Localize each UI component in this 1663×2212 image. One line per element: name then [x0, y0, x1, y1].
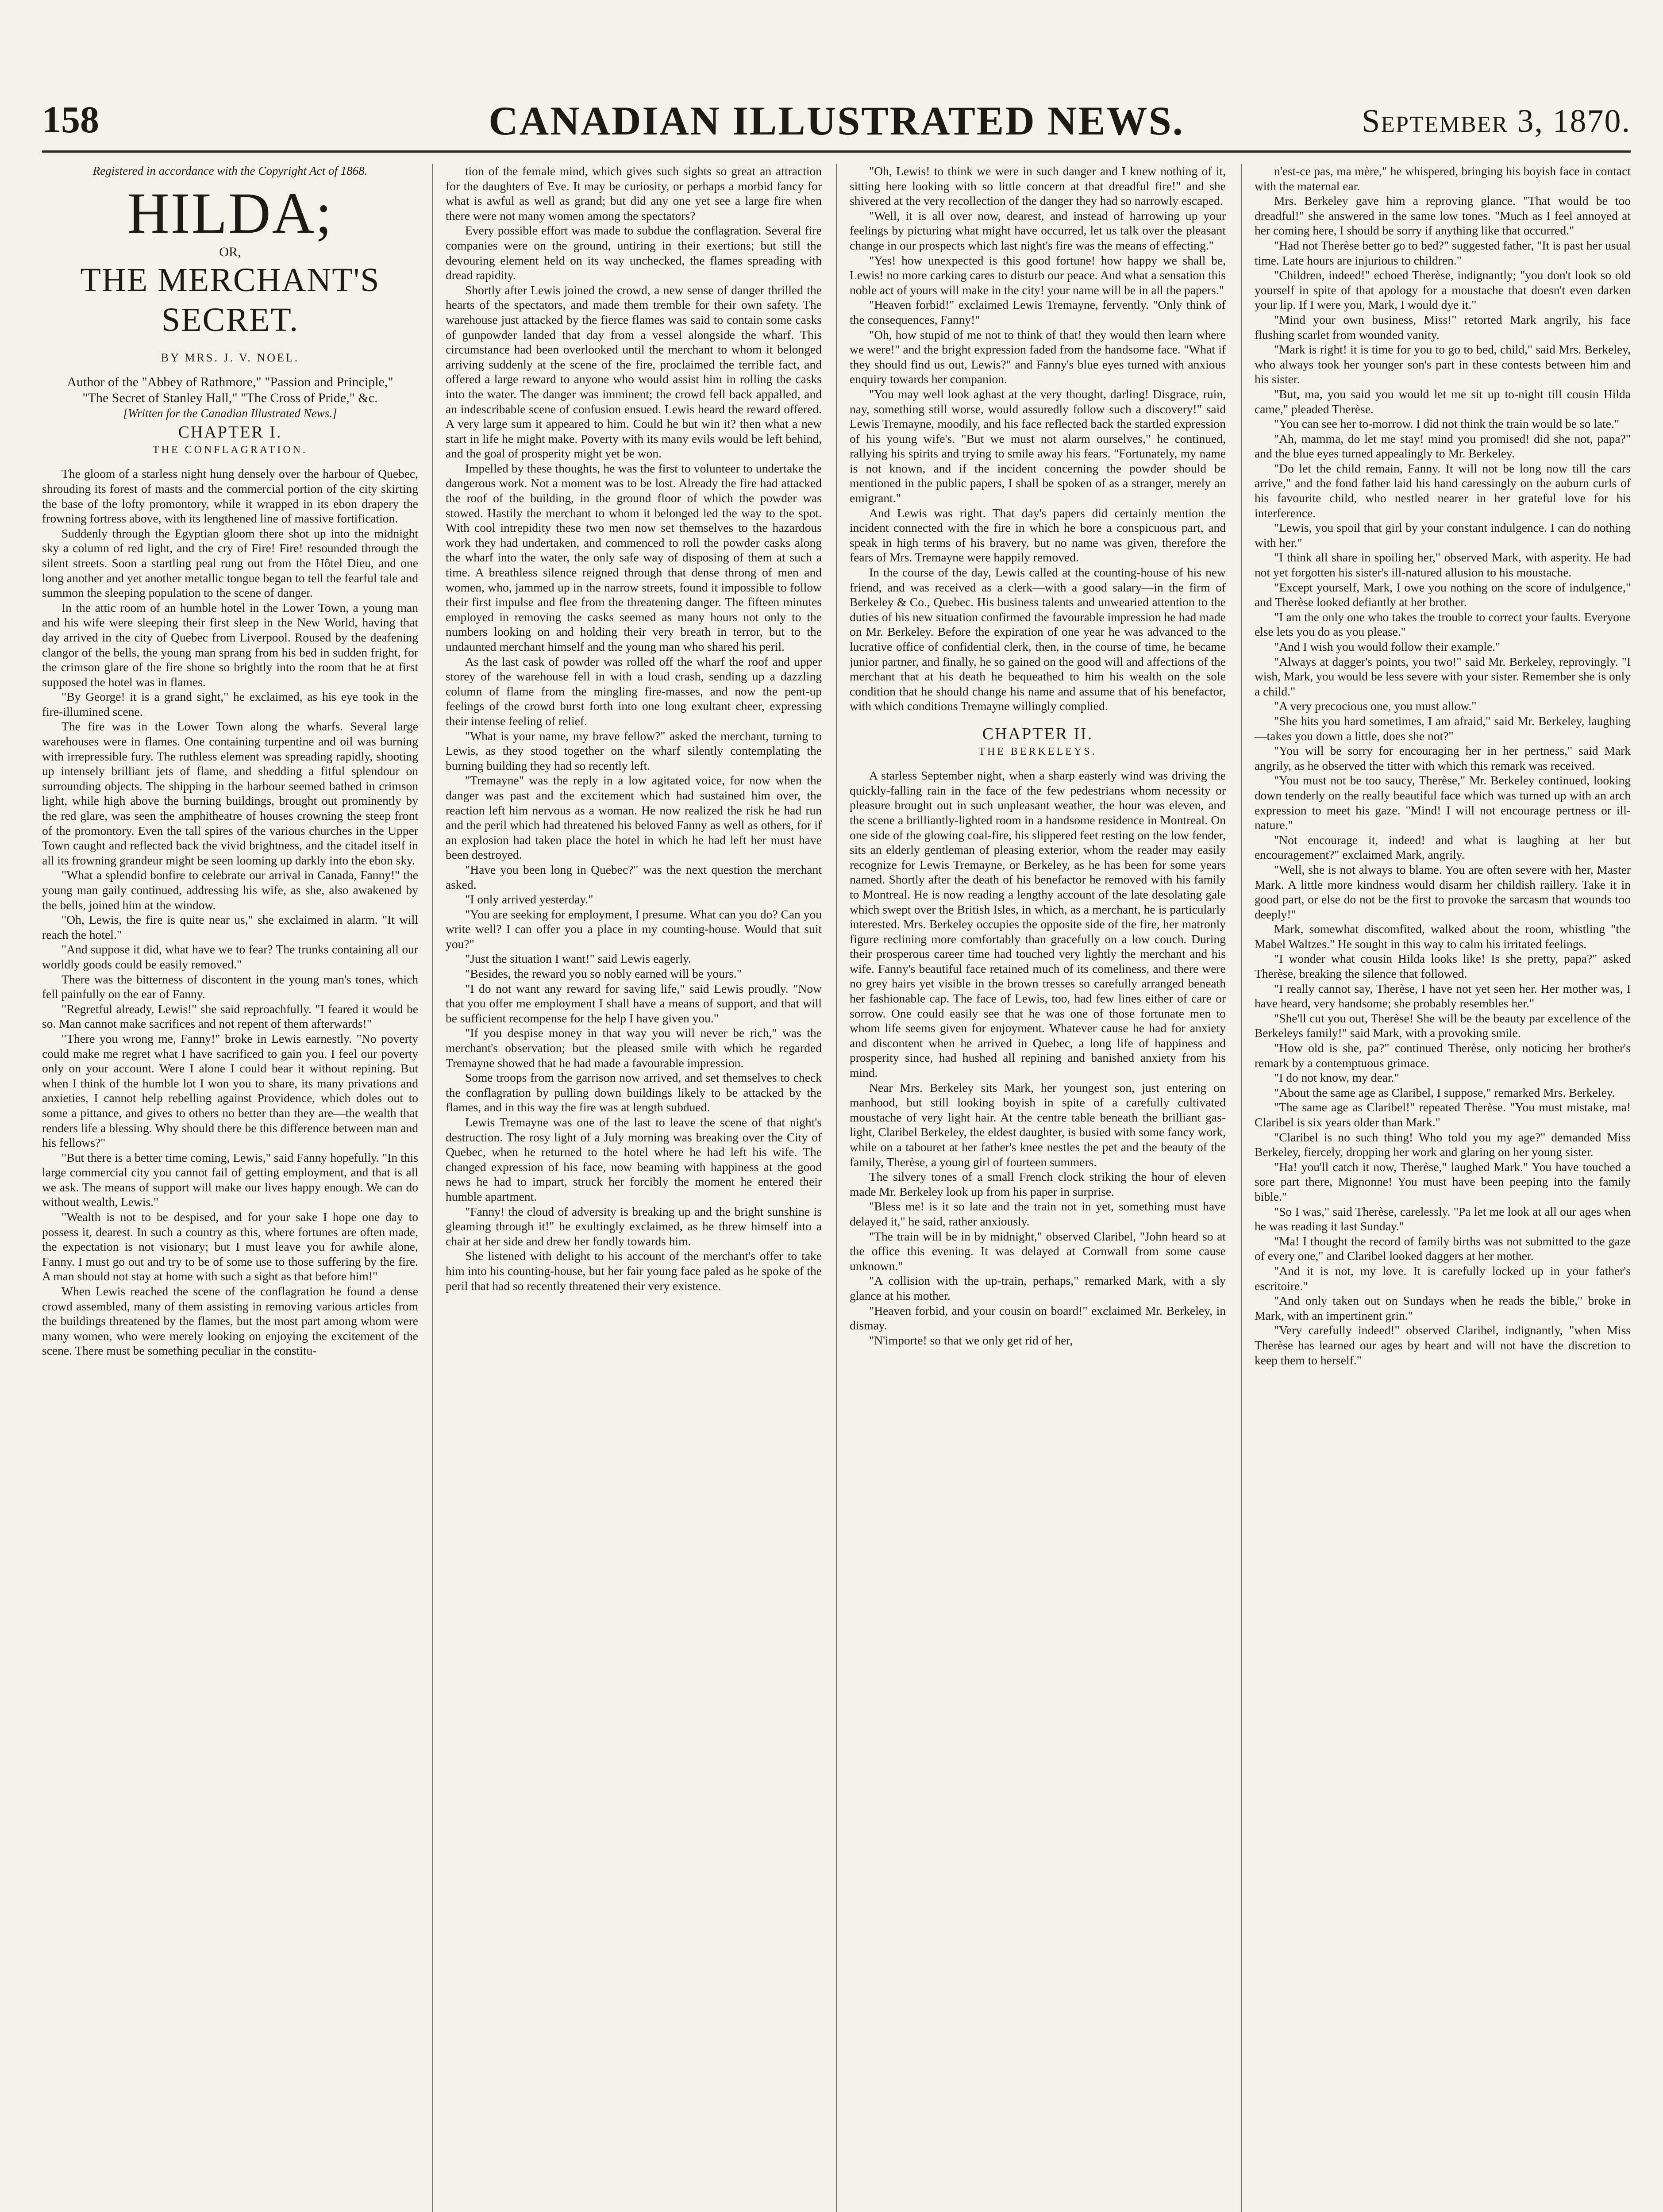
paragraph: Suddenly through the Egyptian gloom there shot up into the midnight sky a column of red light, and the cry of Fire! Fire! resounded through the silent streets. Soon a startling peal rung out from the Hôtel Dieu, and one long another and yet another metallic tongue began to tell the fearful tale and summon the sleeping population to the scene of danger.	[42, 526, 418, 600]
paragraph: "You must not be too saucy, Therèse," Mr. Berkeley continued, looking down tenderly on the really beautiful face which was turned up with an arch expression to meet his gaze. "Mind! I will not encourage pertness or ill-nature."	[1255, 773, 1631, 832]
paragraph: "Well, it is all over now, dearest, and instead of harrowing up your feelings by picturing what might have occurred, let us talk over the pleasant change in our prospects which last night's fire was the means of effecting."	[850, 208, 1226, 252]
paragraph: "Besides, the reward you so nobly earned will be yours."	[465, 967, 742, 981]
paragraph: "Tremayne" was the reply in a low agitated voice, for now when the danger was past and the excitement which had sustained him over, the reaction left him nervous as a woman. He now realized the risk he had run and the peril which had threatened his beloved Fanny as well as others, for if an explosion had taken place the hotel in which he had left her must have been destroyed.	[446, 773, 822, 862]
paragraph: The gloom of a starless night hung densely over the harbour of Quebec, shrouding its forest of masts and the commercial portion of the city skirting the base of the lofty promontory, while it wrapped in its ebon drapery the frowning fortress above, with its lengthened line of massive fortification.	[42, 467, 418, 526]
column-3-text	[850, 164, 1226, 714]
paragraph: "Oh, Lewis! to think we were in such danger and I knew nothing of it, sitting here looking with so little concern at that dreadful fire!" and she shivered at the very recollection of the danger they had so narrowly escaped.	[850, 164, 1226, 208]
paragraph: "I think all share in spoiling her," observed Mark, with asperity. He had not yet forgotten his sister's ill-natured allusion to his moustache.	[1255, 550, 1631, 580]
paragraph: She listened with delight to his account of the merchant's offer to take him into his counting-house, but her fair young face paled as he spoke of the peril that had so recently threatened their very existence.	[446, 1249, 822, 1293]
chapter-1-heading: CHAPTER I.	[178, 423, 282, 442]
author-works: Author of the "Abbey of Rathmore," "Passion and Principle," "The Secret of Stanley Hall," "The Cross of Pride," &c.	[67, 374, 393, 405]
paragraph: "Ah, mamma, do let me stay! mind you promised! did she not, papa?" and the blue eyes turned appealingly to Mr. Berkeley.	[1255, 431, 1631, 461]
registered-note: Registered in accordance with the Copyright Act of 1868.	[92, 164, 368, 177]
column-1-text	[42, 466, 418, 1358]
paragraph: "Oh, Lewis, the fire is quite near us," she exclaimed in alarm. "It will reach the hotel."	[42, 913, 418, 941]
paragraph: Some troops from the garrison now arrived, and set themselves to check the conflagration by pulling down buildings likely to be attacked by the flames, and in this way the fire was at length subdued.	[446, 1071, 822, 1114]
paragraph: "I do not want any reward for saving life," said Lewis proudly. "Now that you offer me employment I shall have a means of support, and that will be sufficient recompense for the help I have given you."	[446, 981, 822, 1025]
paragraph: "Wealth is not to be despised, and for your sake I hope one day to possess it, dearest. In such a country as this, where fortunes are often made, the expectation is not visionary; but I must leave you for awhile alone, Fanny. I must go out and try to be of some use to those suffering by the fire. A man should not stay at home with such a sight as that before him!"	[42, 1210, 418, 1283]
paragraph: "Yes! how unexpected is this good fortune! how happy we shall be, Lewis! no more carking cares to disturb our peace. And what a sensation this noble act of yours will make in the city! your name will be in all the papers."	[850, 253, 1226, 297]
story-title: HILDA;	[127, 180, 333, 246]
paragraph: "But there is a better time coming, Lewis," said Fanny hopefully. "In this large commercial city you cannot fail of getting employment, and that is all we ask. The means of support will make our lives happy enough. We can do without wealth, Lewis."	[42, 1150, 418, 1209]
paragraph: "What a splendid bonfire to celebrate our arrival in Canada, Fanny!" the young man gaily continued, addressing his wife, as she, also awakened by the bells, joined him at the window.	[42, 868, 418, 912]
column-1	[42, 164, 418, 2212]
issue-date: September 3, 1870.	[1362, 103, 1631, 139]
paragraph: "About the same age as Claribel, I suppose," remarked Mrs. Berkeley.	[1274, 1085, 1615, 1099]
paragraph: "I am the only one who takes the trouble to correct your faults. Everyone else lets you do as you please."	[1255, 610, 1631, 639]
paragraph: "Fanny! the cloud of adversity is breaking up and the bright sunshine is gleaming through it!" he exultingly exclaimed, as he threw himself into a chair at her side and drew her fondly towards him.	[446, 1204, 822, 1248]
paragraph: "By George! it is a grand sight," he exclaimed, as his eye took in the fire-illumined scene.	[42, 690, 418, 718]
masthead	[42, 97, 1631, 146]
paragraph: A starless September night, when a sharp easterly wind was driving the quickly-falling rain in the face of the few pedestrians whom necessity or pleasure brought out in such unpleasant weather, the hour was eleven, and the scene a brilliantly-lighted room in a handsome residence in Montreal. On one side of the glowing coal-fire, his slippered feet resting on the low fender, sits an elderly gentleman of pleasing exterior, whom the reader may easily recognize for Lewis Tremayne, or Berkeley, as he has been for some years named. Shortly after the death of his benefactor he removed with his family to Montreal. He is now reading a lengthy account of the late desolating gale which swept over the British Isles, in which, as a merchant, he is particularly interested. Mrs. Berkeley occupies the opposite side of the fire, her matronly figure reclining more comfortably than gracefully on a low couch. During their prosperous career time had touched very lightly the merchant and his wife. Fanny's beautiful face retained much of its comeliness, and there were no grey hairs yet visible in the brown tresses so carefully arranged beneath her fashionable cap. The face of Lewis, too, had few lines either of care or sorrow. One could easily see that he was one of those fortunate men to whom life seems given for enjoyment. Whatever cause he had for anxiety and discontent when he arrived in Quebec, a long life of happiness and prosperity since, had hushed all repining and banished anxiety from his mind.	[850, 768, 1226, 1080]
paragraph: "Do let the child remain, Fanny. It will not be long now till the cars arrive," and the fond father laid his hand caressingly on the auburn curls of his favourite child, who nestled nearer in her grateful love for his interference.	[1255, 461, 1631, 520]
paragraph: In the course of the day, Lewis called at the counting-house of his new friend, and was received as a clerk—with a good salary—in the firm of Berkeley & Co., Quebec. His business talents and unwearied attention to the duties of his new situation confirmed the favourable impression he had made on Mr. Berkeley. Before the expiration of one year he was advanced to the lucrative office of confidential clerk, then, in the course of time, he became junior partner, and finally, he so gained on the good will and affections of the merchant that at his death he bequeathed to him his wealth on the sole condition that he should change his name and assume that of his benefactor, with which conditions Tremayne willingly complied.	[850, 565, 1226, 713]
paragraph: "Heaven forbid, and your cousin on board!" exclaimed Mr. Berkeley, in dismay.	[850, 1303, 1226, 1333]
paragraph: "Oh, how stupid of me not to think of that! they would then learn where we were!" and the bright expression faded from the handsome face. "What if they should find us out, Lewis?" and Fanny's blue eyes turned with anxious enquiry towards her companion.	[850, 327, 1226, 386]
paragraph: The silvery tones of a small French clock striking the hour of eleven made Mr. Berkeley look up from his paper in surprise.	[850, 1170, 1226, 1198]
paragraph: "She hits you hard sometimes, I am afraid," said Mr. Berkeley, laughing—takes you down a little, does she not?"	[1255, 714, 1631, 743]
story-subtitle: THE MERCHANT'S SECRET.	[80, 261, 380, 338]
column-2-text	[446, 164, 822, 1293]
paragraph: tion of the female mind, which gives such sights so great an attraction for the daughters of Eve. It may be curiosity, or perhaps a morbid fancy for what is awful as well as grand; but did any one yet see a large fire when there were not many women among the spectators?	[446, 164, 822, 223]
paragraph: "Not encourage it, indeed! and what is laughing at her but encouragement?" exclaimed Mark, angrily.	[1255, 833, 1631, 862]
paragraph: "Regretful already, Lewis!" she said reproachfully. "I feared it would be so. Man cannot make sacrifices and not repent of them afterwards!"	[42, 1002, 418, 1031]
paragraph: In the attic room of an humble hotel in the Lower Town, a young man and his wife were sleeping their first sleep in the New World, having that day arrived in the city of Quebec from Liverpool. Roused by the deafening clangor of the bells, the young man sprang from his bed in sudden fright, for the crimson glare of the fire shone so brightly into the room that he at first supposed the hotel was in flames.	[42, 600, 418, 689]
paragraph: "Bless me! is it so late and the train not in yet, something must have delayed it," he said, rather anxiously.	[850, 1199, 1226, 1228]
paragraph: "Ha! you'll catch it now, Therèse," laughed Mark." You have touched a sore part there, Mignonne! You must have been peeping into the family bible."	[1255, 1160, 1631, 1203]
paragraph: Near Mrs. Berkeley sits Mark, her youngest son, just entering on manhood, but still looking boyish in spite of a carefully cultivated moustache of very light hair. At the centre table beneath the brilliant gas-light, Claribel Berkeley, the eldest daughter, is busied with some fancy work, while on a tabouret at her father's knee nestles the pet and the beauty of the family, Therèse, a young girl of fourteen summers.	[850, 1080, 1226, 1169]
paragraph: "How old is she, pa?" continued Therèse, only noticing her brother's remark by a contemptuous grimace.	[1255, 1041, 1631, 1070]
paragraph: "A very precocious one, you must allow."	[1274, 699, 1477, 713]
paragraph: The fire was in the Lower Town along the wharfs. Several large warehouses were in flames. One containing turpentine and oil was burning with irrepressible fury. The ruthless element was spreading rapidly, shooting up intensely brilliant jets of flame, and shedding a fitful splendour on surrounding objects. The shipping in the harbour seemed bathed in crimson light, while high above the burning buildings, brought out prominently by the red glare, was seen the amphitheatre of houses crowning the steep front of the promontory. Even the tall spires of the various churches in the Upper Town caught and reflected back the vivid brightness, and the citadel itself in all its frowning grandeur might be seen looming up darkly into the ebon sky.	[42, 719, 418, 867]
paragraph: "Have you been long in Quebec?" was the next question the merchant asked.	[446, 862, 822, 891]
column-4	[1255, 164, 1631, 2212]
paragraph: Mark, somewhat discomfited, walked about the room, whistling "the Mabel Waltzes." He sought in this way to calm his irritated feelings.	[1255, 922, 1631, 951]
paragraph: Mrs. Berkeley gave him a reproving glance. "That would be too dreadful!" she answered in the same low tones. "Much as I feel annoyed at her coming here, I should be sorry if anything like that occurred."	[1255, 194, 1631, 238]
page-number: 158	[42, 98, 99, 141]
paragraph: Every possible effort was made to subdue the conflagration. Several fire companies were on the ground, untiring in their exertions; but still the devouring element held on its way unchecked, the flames spreading with dread rapidity.	[446, 223, 822, 282]
paragraph: "Lewis, you spoil that girl by your constant indulgence. I can do nothing with her."	[1255, 521, 1631, 549]
article-columns	[42, 164, 1631, 2212]
paragraph: "And I wish you would follow their example."	[1274, 640, 1501, 653]
chapter-2-heading: CHAPTER II.	[982, 724, 1093, 743]
paper-title: CANADIAN ILLUSTRATED NEWS.	[489, 98, 1184, 143]
byline: BY MRS. J. V. NOEL.	[161, 351, 300, 364]
paragraph: "I wonder what cousin Hilda looks like! Is she pretty, papa?" asked Therèse, breaking the silence that followed.	[1255, 952, 1631, 981]
paragraph: When Lewis reached the scene of the conflagration he found a dense crowd assembled, many of them assisting in removing various articles from the buildings threatened by the flames, but the most part among whom were many women, who were merely looking on enjoying the excitement of the scene. There must be something peculiar in the constitu-	[42, 1284, 418, 1358]
paragraph: "Except yourself, Mark, I owe you nothing on the score of indulgence," and Therèse looked defiantly at her brother.	[1255, 580, 1631, 609]
paragraph: And Lewis was right. That day's papers did certainly mention the incident connected with the fire in which he bore a conspicuous part, and speak in high terms of his bravery, but no name was given, therefore the fears of Mrs. Tremayne were happily removed.	[850, 506, 1226, 565]
paragraph: "Had not Therèse better go to bed?" suggested father, "It is past her usual time. Late hours are injurious to children."	[1255, 238, 1631, 267]
paragraph: "I really cannot say, Therèse, I have not yet seen her. Her mother was, I have heard, very handsome; she probably resembles her."	[1255, 981, 1631, 1010]
paragraph: "Mind your own business, Miss!" retorted Mark angrily, his face flushing scarlet from wounded vanity.	[1255, 312, 1631, 342]
paragraph: n'est-ce pas, ma mère," he whispered, bringing his boyish face in contact with the maternal ear.	[1255, 164, 1631, 193]
paragraph: "You may well look aghast at the very thought, darling! Disgrace, ruin, nay, something still worse, would assuredly follow such a discovery!" said Lewis Tremayne, moodily, and his face reflected back the startled expression of his young wife's. "But we must not alarm ourselves," he continued, rallying his spirits and trying to smile away his fears. "Fortunately, my name is not known, and if the incident concerning the powder should be mentioned in the public papers, I shall be spoken of as a stranger, merely an emigrant."	[850, 387, 1226, 505]
paragraph: As the last cask of powder was rolled off the wharf the roof and upper storey of the warehouse fell in with a loud crash, sending up a dazzling column of flame from the mingling fire-masses, and now the pent-up feelings of the crowd burst forth into one long exultant cheer, expressing their intense feeling of relief.	[446, 654, 822, 728]
paragraph: "Claribel is no such thing! Who told you my age?" demanded Miss Berkeley, fiercely, dropping her work and glaring on her young sister.	[1255, 1130, 1631, 1159]
paragraph: Shortly after Lewis joined the crowd, a new sense of danger thrilled the hearts of the spectators, and made them tremble for their own safety. The warehouse just attacked by the fierce flames was said to contain some casks of gunpowder landed that day from a vessel alongside the wharf. This circumstance had been overlooked until the merchant to whom it belonged arriving suddenly at the scene of the fire, proclaimed the terrible fact, and offered a large reward to anyone who would assist him in rolling the casks into the water. The danger was imminent; the crowd fell back appalled, and an indescribable scene of confusion ensued. Lewis heard the reward offered. A very large sum it appeared to him. Could he but win it? then what a new start in life he might make. Poverty with its many evils would be left behind, and the goal of prosperity might yet be won.	[446, 283, 822, 461]
column-3	[850, 164, 1226, 2212]
written-for-note: [Written for the Canadian Illustrated News.]	[123, 406, 337, 420]
paragraph: "The same age as Claribel!" repeated Therèse. "You must mistake, ma! Claribel is six years older than Mark."	[1255, 1100, 1631, 1129]
paragraph: "And only taken out on Sundays when he reads the bible," broke in Mark, with an impertinent grin."	[1255, 1294, 1631, 1322]
story-or: OR,	[219, 245, 241, 259]
paragraph: "I do not know, my dear."	[1274, 1071, 1399, 1085]
paragraph: "Very carefully indeed!" observed Claribel, indignantly, "when Miss Therèse has learned our ages by heart and will not have the discretion to keep them to herself."	[1255, 1323, 1631, 1367]
chapter-2-subtitle: THE BERKELEYS.	[978, 745, 1097, 757]
paragraph: "She'll cut you out, Therèse! She will be the beauty par excellence of the Berkeleys family!" said Mark, with a provoking smile.	[1255, 1011, 1631, 1040]
column-divider	[432, 164, 433, 2212]
paragraph: "N'importe! so that we only get rid of her,	[869, 1333, 1073, 1347]
column-3-chapter-2-text	[850, 768, 1226, 1348]
paragraph: "But, ma, you said you would let me sit up to-night till cousin Hilda came," pleaded Therèse.	[1255, 387, 1631, 416]
paragraph: "A collision with the up-train, perhaps," remarked Mark, with a sly glance at his mother.	[850, 1274, 1226, 1302]
column-divider	[836, 164, 837, 2212]
paragraph: "Children, indeed!" echoed Therèse, indignantly; "you don't look so old yourself in spite of that apology for a moustache that doesn't even darken your lip. If I were you, Mark, I would dye it."	[1255, 268, 1631, 312]
paragraph: "You are seeking for employment, I presume. What can you do? Can you write well? I can offer you a place in my counting-house. Would that suit you?"	[446, 907, 822, 951]
paragraph: There was the bitterness of discontent in the young man's tones, which fell painfully on the ear of Fanny.	[42, 972, 418, 1001]
paragraph: Impelled by these thoughts, he was the first to volunteer to undertake the dangerous work. Not a moment was to be lost. Already the fire had attacked the roof of the building, in the ground floor of which the powder was stowed. Hastily the merchant to whom it belonged led the way to the spot. With cool intrepidity these two men now set themselves to the hazardous work they had undertaken, and commenced to roll the powder casks along the wharf into the water, the only safe way of disposing of them at such a time. A breathless silence reigned through that dense throng of men and women, who, jammed up in the narrow streets, found it impossible to follow their first impulse and flee from the threatening danger. The fifteen minutes employed in removing the casks seemed as many hours not only to the numbers looking on and holding their very breath in terror, but to the undaunted merchant himself and the young man who shared his peril.	[446, 461, 822, 653]
header-rule	[42, 150, 1631, 153]
paragraph: "I only arrived yesterday."	[465, 892, 593, 906]
paragraph: "Heaven forbid!" exclaimed Lewis Tremayne, fervently. "Only think of the consequences, Fanny!"	[850, 298, 1226, 326]
paragraph: "And suppose it did, what have we to fear? The trunks containing all our worldly goods could be easily removed."	[42, 942, 418, 971]
paragraph: "Well, she is not always to blame. You are often severe with her, Master Mark. A little more kindness would disarm her childish raillery. Take it in good part, or else do not be the first to provoke the sarcasm that wounds too deeply!"	[1255, 862, 1631, 921]
paragraph: "Mark is right! it is time for you to go to bed, child," said Mrs. Berkeley, who always took her younger son's part in these contests between him and his sister.	[1255, 342, 1631, 386]
chapter-1-subtitle: THE CONFLAGRATION.	[153, 444, 308, 456]
paragraph: "You can see her to-morrow. I did not think the train would be so late."	[1274, 417, 1620, 431]
paragraph: Lewis Tremayne was one of the last to leave the scene of that night's destruction. The rosy light of a July morning was breaking over the City of Quebec, when he returned to the hotel where he had left his wife. The changed expression of his face, now beaming with happiness at the good news he had to impart, struck her forcibly the moment he entered their humble apartment.	[446, 1115, 822, 1203]
column-divider	[1241, 164, 1242, 2212]
column-2	[446, 164, 822, 2212]
paragraph: "Just the situation I want!" said Lewis eagerly.	[465, 952, 691, 966]
paragraph: "You will be sorry for encouraging her in her pertness," said Mark angrily, as he observed the titter with which this remark was received.	[1255, 744, 1631, 772]
paragraph: "And it is not, my love. It is carefully locked up in your father's escritoire."	[1255, 1263, 1631, 1293]
paragraph: "So I was," said Therèse, carelessly. "Pa let me look at all our ages when he was reading it last Sunday."	[1255, 1204, 1631, 1233]
paragraph: "Ma! I thought the record of family births was not submitted to the gaze of every one," and Claribel looked daggers at her mother.	[1255, 1234, 1631, 1263]
paragraph: "There you wrong me, Fanny!" broke in Lewis earnestly. "No poverty could make me regret what I have sacrificed to gain you. I feel our poverty only on your account. Were I alone I could bear it without repining. But when I think of the humble lot I won you to share, its many privations and anxieties, I cannot help rebelling against Providence, which doles out to some a pittance, and gives to others no better than they are—the wealth that renders life a blessing. Why should there be this difference between man and his fellows?"	[42, 1031, 418, 1150]
paragraph: "The train will be in by midnight," observed Claribel, "John heard so at the office this evening. It was delayed at Cornwall from some cause unknown."	[850, 1229, 1226, 1273]
paragraph: "What is your name, my brave fellow?" asked the merchant, turning to Lewis, as they stood together on the wharf silently contemplating the burning building they had so recently left.	[446, 729, 822, 772]
paragraph: "Always at dagger's points, you two!" said Mr. Berkeley, reprovingly. "I wish, Mark, you would be less severe with your sister. Remember she is only a child."	[1255, 654, 1631, 698]
paragraph: "If you despise money in that way you will never be rich," was the merchant's observation; but the pleased smile with which he regarded Tremayne showed that he had made a favourable impression.	[446, 1026, 822, 1070]
column-4-text	[1255, 164, 1631, 1367]
